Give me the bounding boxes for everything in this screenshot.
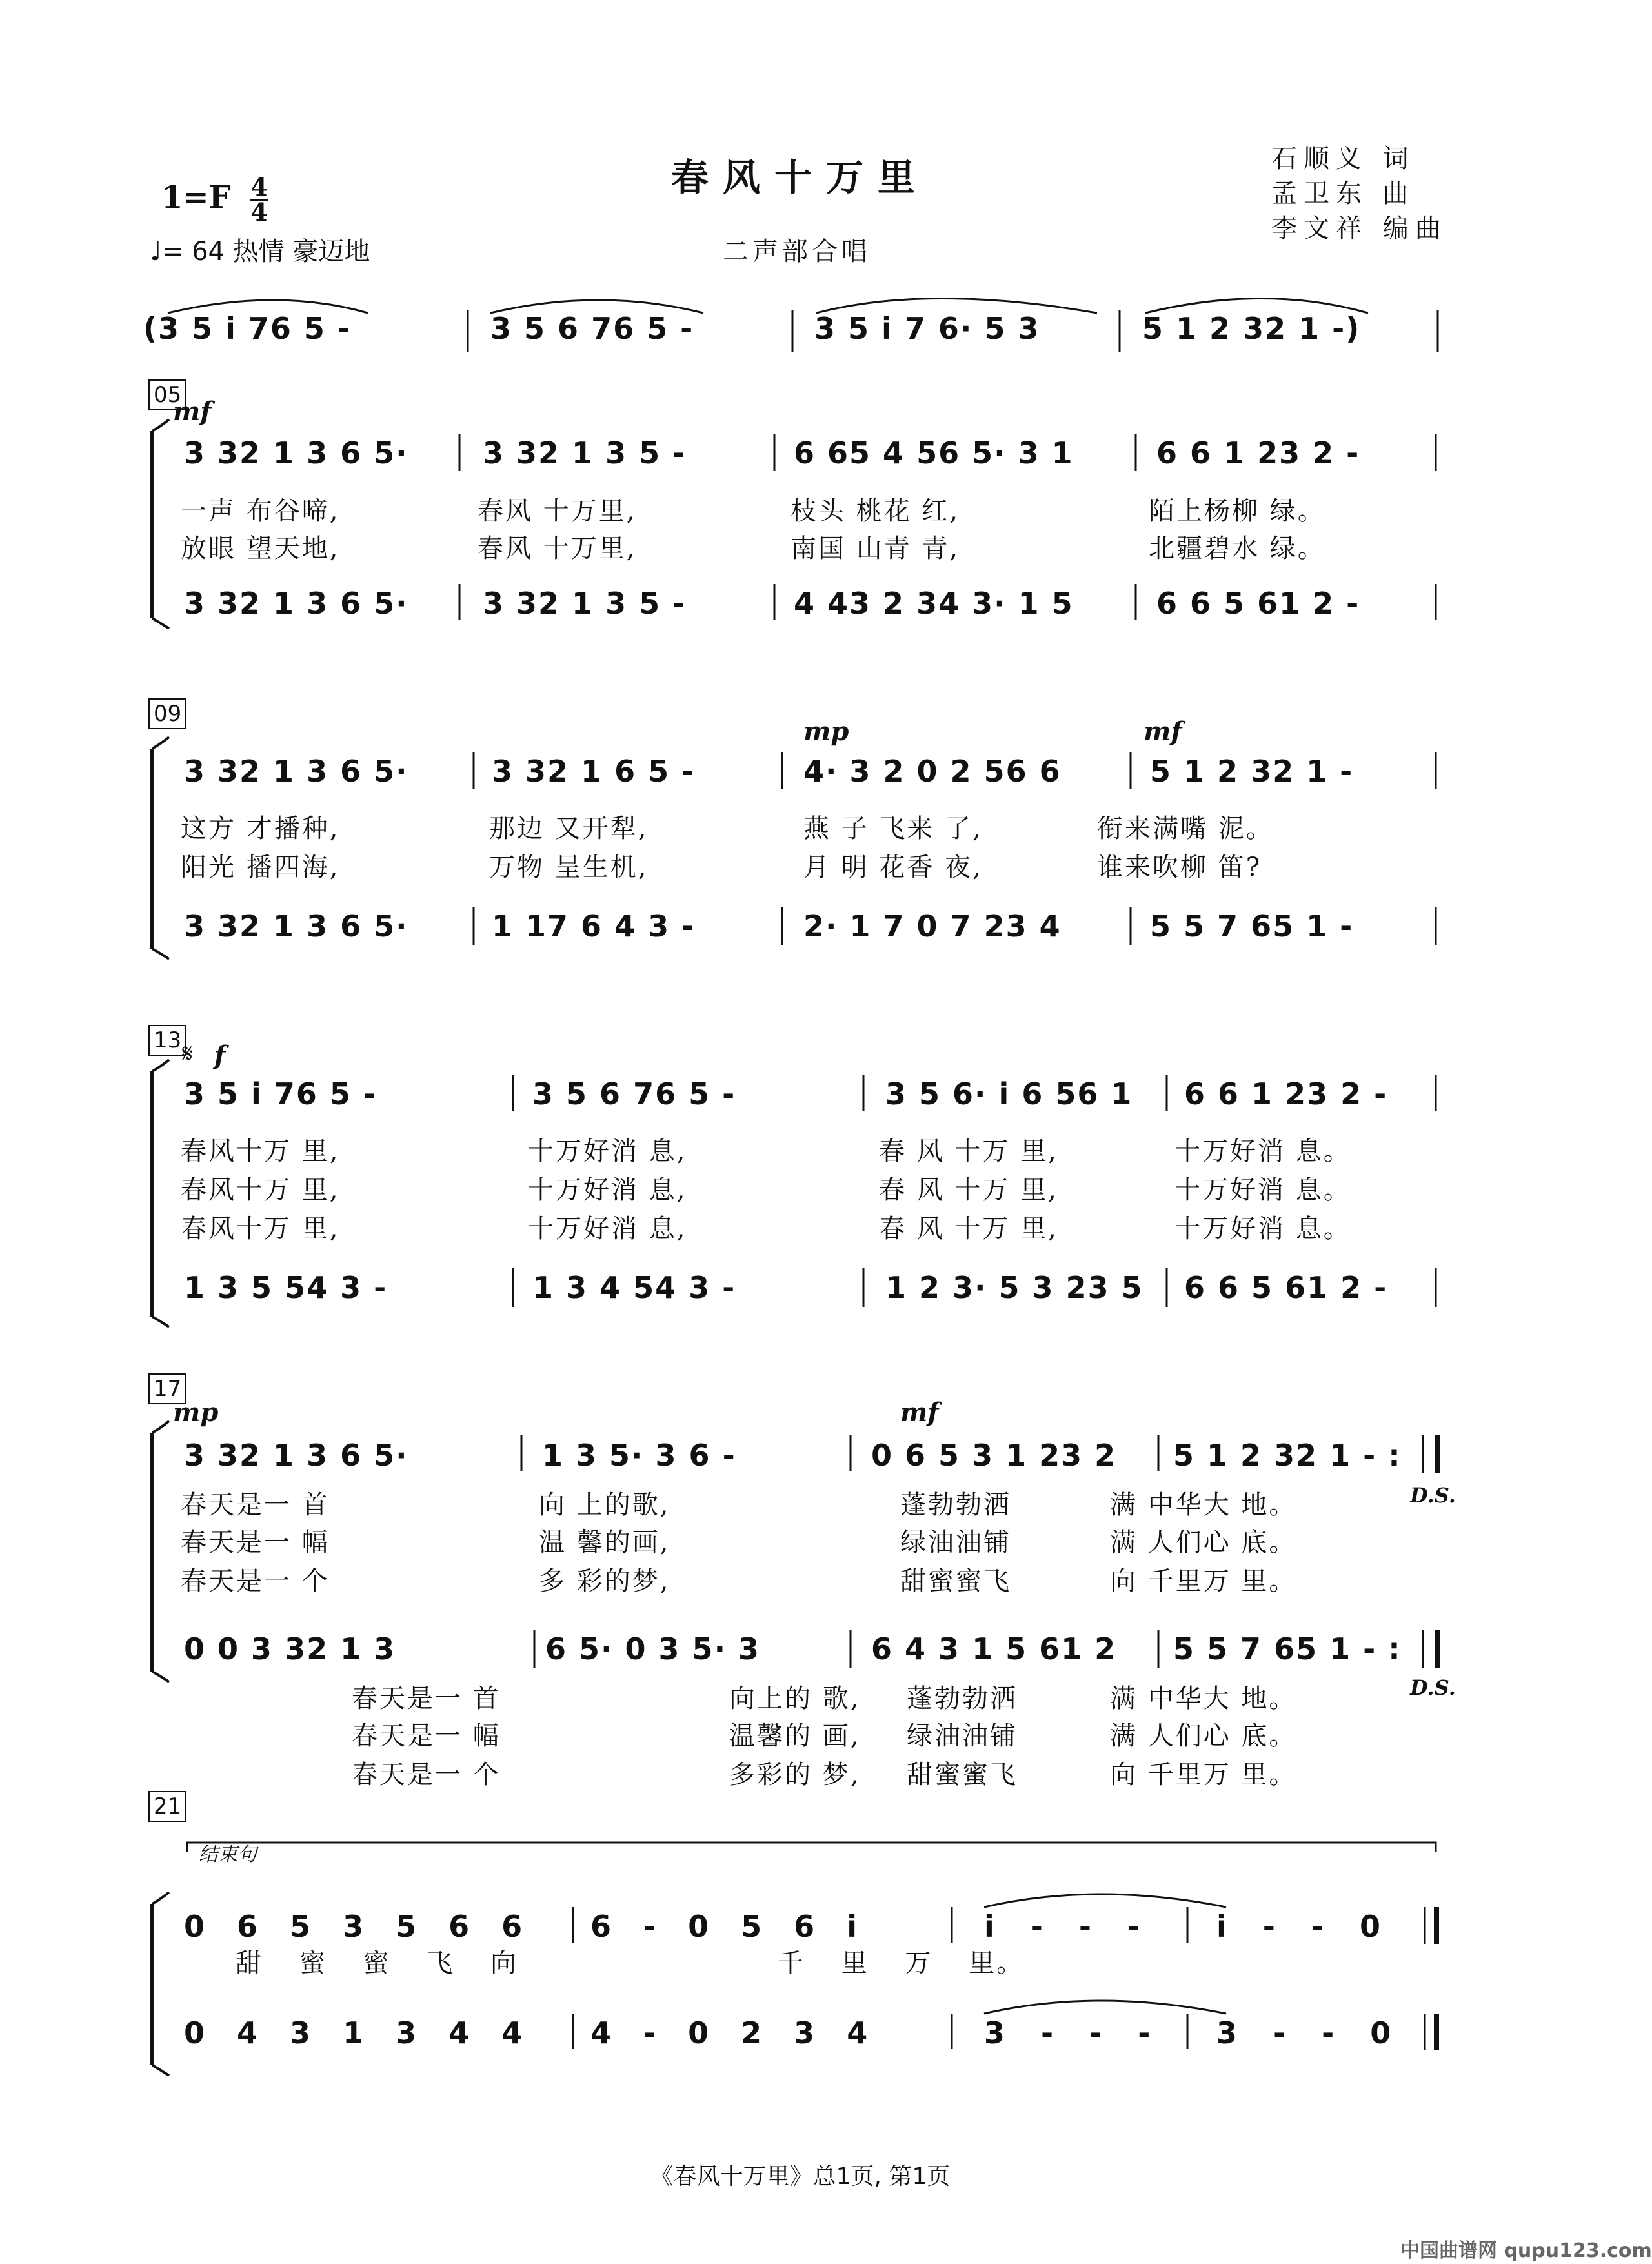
lyric: 十万好消 息。 — [1174, 1214, 1351, 1244]
upper-measure: 6 - 0 5 6 i — [590, 1909, 858, 1944]
lyric: 春天是一 首 — [181, 1490, 330, 1520]
lower-measure: 1 2 3· 5 3 23 5 — [885, 1270, 1143, 1305]
lower-measure: 0 4 3 1 3 4 4 — [184, 2016, 524, 2050]
dynamic-mp: mp — [803, 716, 849, 747]
upper-measure: 3 32 1 6 5 - — [492, 754, 696, 789]
lyric: 衔来满嘴 泥。 — [1097, 814, 1274, 844]
lyric: 十万好消 息。 — [1174, 1175, 1351, 1205]
rehearsal-mark-13: 13 — [148, 1025, 186, 1056]
upper-measure: 6 6 1 23 2 - — [1184, 1076, 1388, 1111]
lyric: 春天是一 幅 — [181, 1528, 330, 1557]
lower-measure: 1 3 4 54 3 - — [532, 1270, 736, 1305]
dynamic-mf: mf — [900, 1397, 939, 1428]
lyric: 燕 子 飞来 了, — [803, 814, 983, 844]
lower-measure: 4 43 2 34 3· 1 5 — [794, 586, 1074, 621]
lyric: 满 人们心 底。 — [1110, 1721, 1297, 1751]
lower-measure: 3 32 1 3 6 5· — [184, 586, 408, 621]
upper-measure: 5 1 2 32 1 - : — [1173, 1438, 1402, 1473]
lyric: 十万好消 息, — [528, 1214, 687, 1244]
dynamic-mp: mp — [173, 1397, 219, 1428]
lower-measure: 5 5 7 65 1 - — [1150, 909, 1354, 944]
upper-measure: 5 1 2 32 1 - — [1150, 754, 1354, 789]
upper-measure: 0 6 5 3 1 23 2 — [871, 1438, 1117, 1473]
lyric: 蓬勃勃洒 — [900, 1490, 1011, 1520]
lyric: 春天是一 幅 — [352, 1721, 501, 1751]
lyric: 春风十万 里, — [181, 1214, 340, 1244]
lyric: 春风十万 里, — [181, 1175, 340, 1205]
lyric: 绿油油铺 — [900, 1528, 1011, 1557]
intro-measure-2: 3 5 6 76 5 - — [490, 311, 694, 346]
lower-measure: 0 0 3 32 1 3 — [184, 1632, 396, 1666]
intro-measure-1: (3 5 i 76 5 - — [143, 311, 351, 346]
lyric: 多彩的 梦, — [729, 1760, 861, 1790]
intro-measure-3: 3 5 i 7 6· 5 3 — [814, 311, 1040, 346]
lyric: 甜蜜蜜飞 — [900, 1566, 1011, 1596]
upper-measure: 6 6 1 23 2 - — [1156, 436, 1360, 470]
upper-measure: 3 5 6 76 5 - — [532, 1076, 736, 1111]
lower-measure: 6 6 5 61 2 - — [1184, 1270, 1388, 1305]
lyric: 月 明 花香 夜, — [803, 853, 983, 882]
rehearsal-mark-05: 05 — [148, 379, 186, 410]
lyric: 春风 十万里, — [478, 534, 637, 563]
lyric: 阳光 播四海, — [181, 853, 340, 882]
score-title: 春风十万里 — [670, 156, 929, 199]
lyric: 十万好消 息, — [528, 1175, 687, 1205]
upper-measure: 3 32 1 3 6 5· — [184, 436, 408, 470]
tempo-marking: ♩= 64 热情 豪迈地 — [150, 237, 370, 267]
upper-measure: 6 65 4 56 5· 3 1 — [794, 436, 1074, 470]
composer-credit: 孟卫东 曲 — [1271, 179, 1415, 208]
upper-measure: 1 3 5· 3 6 - — [542, 1438, 736, 1473]
segno-icon: 𝄋 — [182, 1039, 194, 1069]
page-footer: 《春风十万里》总1页, 第1页 — [650, 2163, 951, 2190]
lyric: 千 里 万 里。 — [778, 1948, 1025, 1978]
upper-measure: 3 5 6· i 6 56 1 — [885, 1076, 1133, 1111]
subtitle: 二声部合唱 — [723, 237, 871, 267]
lyric: 万物 呈生机, — [489, 853, 649, 882]
lyric: 春天是一 个 — [352, 1760, 501, 1790]
lyric: 春 风 十万 里, — [879, 1214, 1058, 1244]
lyric: 十万好消 息。 — [1174, 1137, 1351, 1166]
time-top: 4 — [250, 172, 268, 201]
lyric: 向 千里万 里。 — [1110, 1760, 1297, 1790]
upper-measure: i - - - — [984, 1909, 1142, 1944]
time-bottom: 4 — [250, 197, 268, 227]
lyricist-credit: 石顺义 词 — [1271, 144, 1415, 174]
upper-measure: 0 6 5 3 5 6 6 — [184, 1909, 524, 1944]
ending-label: 结束句 — [199, 1843, 257, 1866]
lower-measure: 4 - 0 2 3 4 — [590, 2016, 869, 2050]
lyric: 枝头 桃花 红, — [791, 496, 960, 526]
lower-measure: 3 - - - — [984, 2016, 1152, 2050]
ds-marking-lower: D.S. — [1410, 1675, 1456, 1700]
lyric: 甜 蜜 蜜 飞 向 — [236, 1948, 518, 1978]
lyric: 这方 才播种, — [181, 814, 340, 844]
lyric: 放眼 望天地, — [181, 534, 340, 563]
arranger-credit: 李文祥 编曲 — [1271, 214, 1447, 243]
rehearsal-mark-17: 17 — [148, 1373, 186, 1404]
lower-measure: 3 - - 0 — [1216, 2016, 1393, 2050]
lyric: 满 人们心 底。 — [1110, 1528, 1297, 1557]
watermark-logo: 中国曲谱网 qupu123.com — [1400, 2239, 1652, 2262]
lower-measure: 6 4 3 1 5 61 2 — [871, 1632, 1117, 1666]
lyric: 春天是一 首 — [352, 1684, 501, 1713]
key-label: 1=F — [161, 179, 231, 216]
lyric: 那边 又开犁, — [489, 814, 649, 844]
lower-measure: 3 32 1 3 6 5· — [184, 909, 408, 944]
lyric: 多 彩的梦, — [539, 1566, 670, 1596]
lyric: 谁来吹柳 笛? — [1097, 853, 1262, 882]
lower-measure: 1 17 6 4 3 - — [492, 909, 696, 944]
lyric: 春 风 十万 里, — [879, 1137, 1058, 1166]
lyric: 春风 十万里, — [478, 496, 637, 526]
lyric: 温馨的 画, — [729, 1721, 861, 1751]
rehearsal-mark-09: 09 — [148, 698, 186, 729]
lyric: 北疆碧水 绿。 — [1149, 534, 1325, 563]
dynamic-mf: mf — [173, 396, 212, 427]
dynamic-f: f — [214, 1040, 226, 1071]
upper-measure: i - - 0 — [1216, 1909, 1382, 1944]
lyric: 春风十万 里, — [181, 1137, 340, 1166]
lyric: 十万好消 息, — [528, 1137, 687, 1166]
lyric: 一声 布谷啼, — [181, 496, 340, 526]
lower-measure: 1 3 5 54 3 - — [184, 1270, 388, 1305]
lyric: 南国 山青 青, — [791, 534, 960, 563]
lyric: 向上的 歌, — [729, 1684, 861, 1713]
lyric: 甜蜜蜜飞 — [907, 1760, 1018, 1790]
lower-measure: 5 5 7 65 1 - : — [1173, 1632, 1402, 1666]
ds-marking: D.S. — [1410, 1483, 1456, 1508]
dynamic-mf: mf — [1143, 716, 1182, 747]
upper-measure: 3 32 1 3 5 - — [483, 436, 687, 470]
lyric: 向 上的歌, — [539, 1490, 670, 1520]
lyric: 陌上杨柳 绿。 — [1149, 496, 1325, 526]
upper-measure: 3 32 1 3 6 5· — [184, 1438, 408, 1473]
lyric: 绿油油铺 — [907, 1721, 1018, 1751]
lyric: 蓬勃勃洒 — [907, 1684, 1018, 1713]
lower-measure: 6 5· 0 3 5· 3 — [545, 1632, 761, 1666]
intro-measure-4: 5 1 2 32 1 -) — [1142, 311, 1361, 346]
lower-measure: 6 6 5 61 2 - — [1156, 586, 1360, 621]
rehearsal-mark-21: 21 — [148, 1791, 186, 1822]
lyric: 春 风 十万 里, — [879, 1175, 1058, 1205]
lower-measure: 2· 1 7 0 7 23 4 — [803, 909, 1062, 944]
lyric: 向 千里万 里。 — [1110, 1566, 1297, 1596]
lyric: 温 馨的画, — [539, 1528, 670, 1557]
lower-measure: 3 32 1 3 5 - — [483, 586, 687, 621]
upper-measure: 4· 3 2 0 2 56 6 — [803, 754, 1062, 789]
lyric: 春天是一 个 — [181, 1566, 330, 1596]
upper-measure: 3 32 1 3 6 5· — [184, 754, 408, 789]
lyric: 满 中华大 地。 — [1110, 1490, 1297, 1520]
lyric: 满 中华大 地。 — [1110, 1684, 1297, 1713]
upper-measure: 3 5 i 76 5 - — [184, 1076, 377, 1111]
